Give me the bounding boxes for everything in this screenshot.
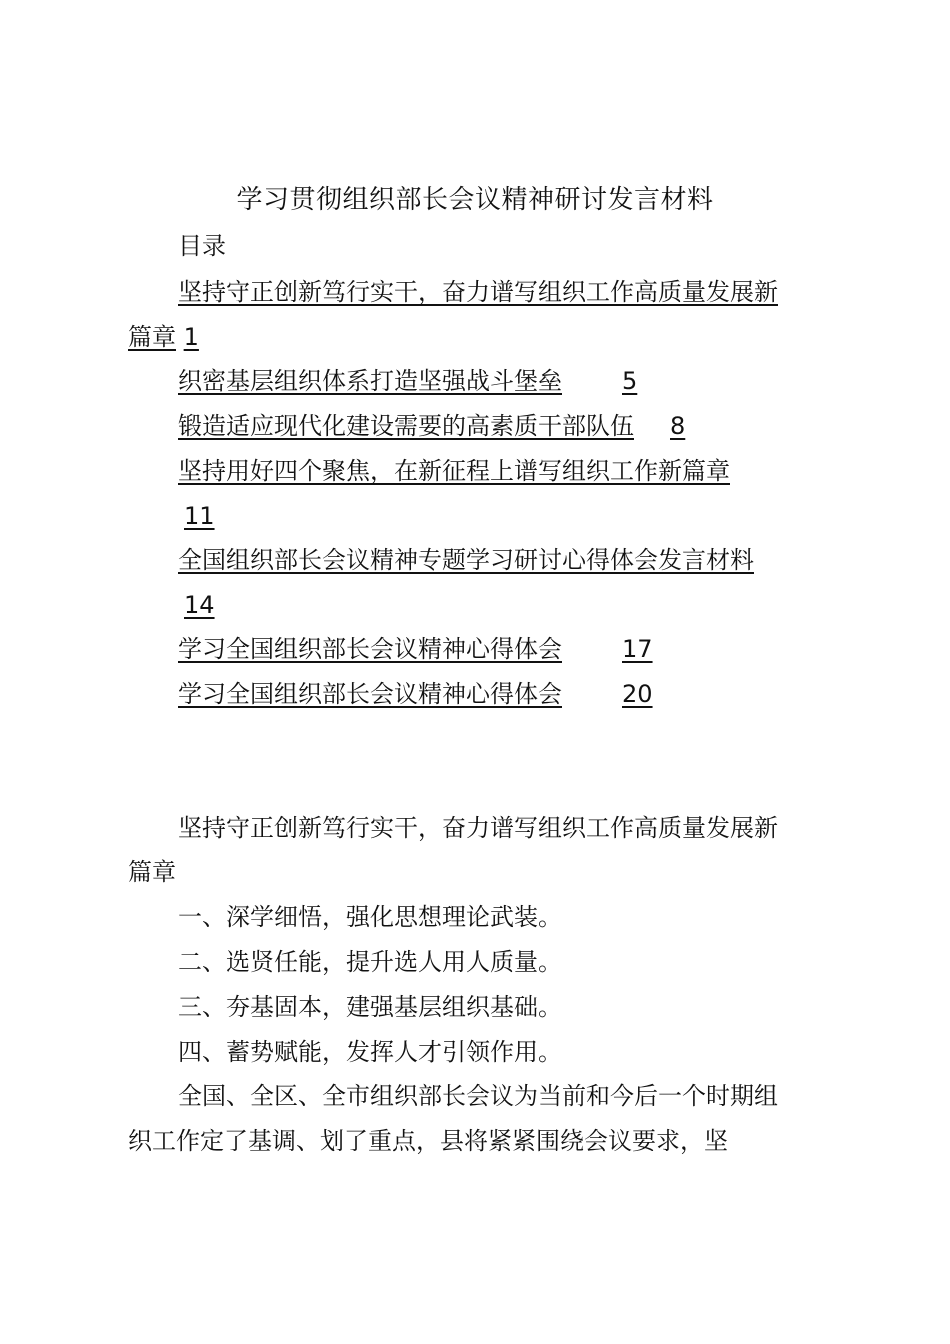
toc-entry-6[interactable] (178, 627, 653, 671)
toc-entry-2[interactable] (178, 359, 637, 403)
toc-entry-3-text: 锻造适应现代化建设需要的高素质干部队伍 (178, 412, 634, 440)
point-2: 二、选贤任能，提升选人用人质量。 (178, 948, 562, 976)
toc-entry-4-line2[interactable] (128, 494, 215, 538)
section-heading-line1: 坚持守正创新笃行实干，奋力谱写组织工作高质量发展新 (178, 814, 778, 842)
toc-entry-7[interactable] (178, 672, 653, 716)
toc-entry-1-page[interactable]: 1 (183, 323, 199, 351)
toc-entry-5-line1[interactable]: 全国组织部长会议精神专题学习研讨心得体会发言材料 (178, 546, 754, 574)
toc-entry-1-line1[interactable]: 坚持守正创新笃行实干，奋力谱写组织工作高质量发展新 (178, 278, 778, 306)
point-4: 四、蓄势赋能，发挥人才引领作用。 (178, 1038, 562, 1066)
toc-entry-2-text: 织密基层组织体系打造坚强战斗堡垒 (178, 367, 562, 395)
toc-entry-1-text[interactable]: 篇章 (128, 323, 176, 351)
toc-entry-4-line1[interactable]: 坚持用好四个聚焦，在新征程上谱写组织工作新篇章 (178, 457, 730, 485)
toc-entry-6-text: 学习全国组织部长会议精神心得体会 (178, 635, 562, 663)
toc-entry-1-line2[interactable] (128, 315, 199, 359)
toc-entry-2-page: 5 (622, 367, 638, 395)
point-1: 一、深学细悟，强化思想理论武装。 (178, 903, 562, 931)
section-heading-line2: 篇章 (128, 858, 176, 886)
toc-entry-5-line2[interactable] (128, 583, 215, 627)
body-paragraph-line1: 全国、全区、全市组织部长会议为当前和今后一个时期组 (178, 1082, 778, 1110)
toc-entry-4-page: 11 (184, 502, 215, 530)
toc-entry-3-page: 8 (670, 412, 686, 440)
body-paragraph-line2: 织工作定了基调、划了重点，县将紧紧围绕会议要求，坚 (128, 1127, 728, 1155)
document-title: 学习贯彻组织部长会议精神研讨发言材料 (236, 185, 714, 215)
toc-entry-3[interactable] (178, 404, 685, 448)
toc-entry-7-page: 20 (622, 680, 653, 708)
point-3: 三、夯基固本，建强基层组织基础。 (178, 993, 562, 1021)
toc-heading: 目录 (178, 232, 226, 260)
toc-entry-5-page: 14 (184, 591, 215, 619)
toc-entry-7-text: 学习全国组织部长会议精神心得体会 (178, 680, 562, 708)
toc-entry-6-page: 17 (622, 635, 653, 663)
